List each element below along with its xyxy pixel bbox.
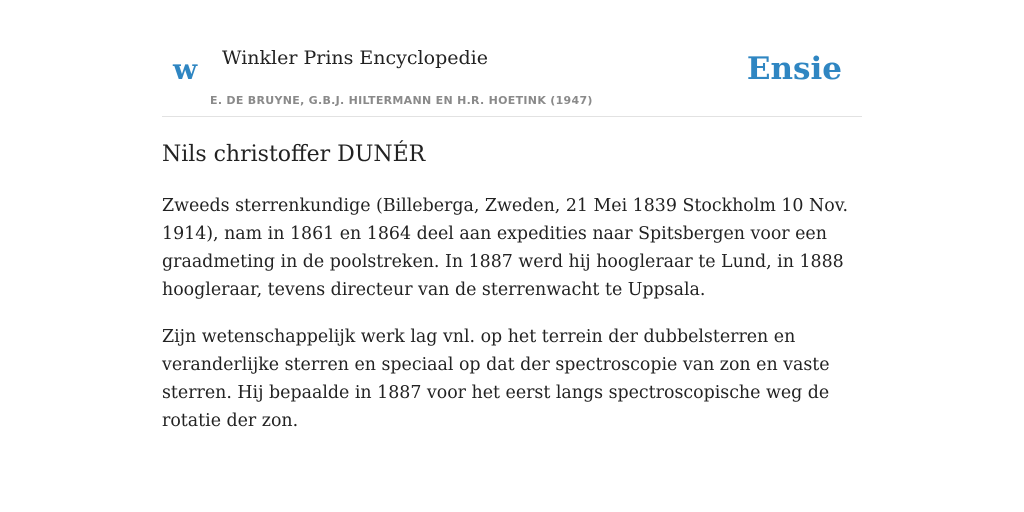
publication-authors: E. DE BRUYNE, G.B.J. HILTERMANN EN H.R. HOETINK (1947) bbox=[210, 94, 593, 107]
publication-title[interactable]: Winkler Prins Encyclopedie bbox=[222, 47, 488, 69]
article-title: Nils christoffer DUNÉR bbox=[162, 142, 426, 167]
article-paragraph: Zijn wetenschappelijk werk lag vnl. op het terrein der dubbelsterren en veranderlijke sterren en speciaal op dat der spectroscopie van zon en vaste sterren. Hij bepaalde in 1887 voor het eerst langs spectroscopische weg de rotatie der zon. bbox=[162, 327, 830, 431]
page bbox=[162, 0, 862, 512]
publication-logo[interactable]: w bbox=[173, 53, 198, 86]
publication-header bbox=[162, 0, 862, 117]
article-paragraph: Zweeds sterrenkundige (Billeberga, Zweden, 21 Mei 1839 Stockholm 10 Nov. 1914), nam in 1861 en 1864 deel aan expedities naar Spitsbergen voor een graadmeting in de poolstreken. In 1887 werd hij hoogleraar te Lund, in 1888 hoogleraar, tevens directeur van de sterrenwacht te Uppsala. bbox=[162, 196, 848, 300]
ensie-logo[interactable]: Ensie bbox=[746, 51, 842, 87]
